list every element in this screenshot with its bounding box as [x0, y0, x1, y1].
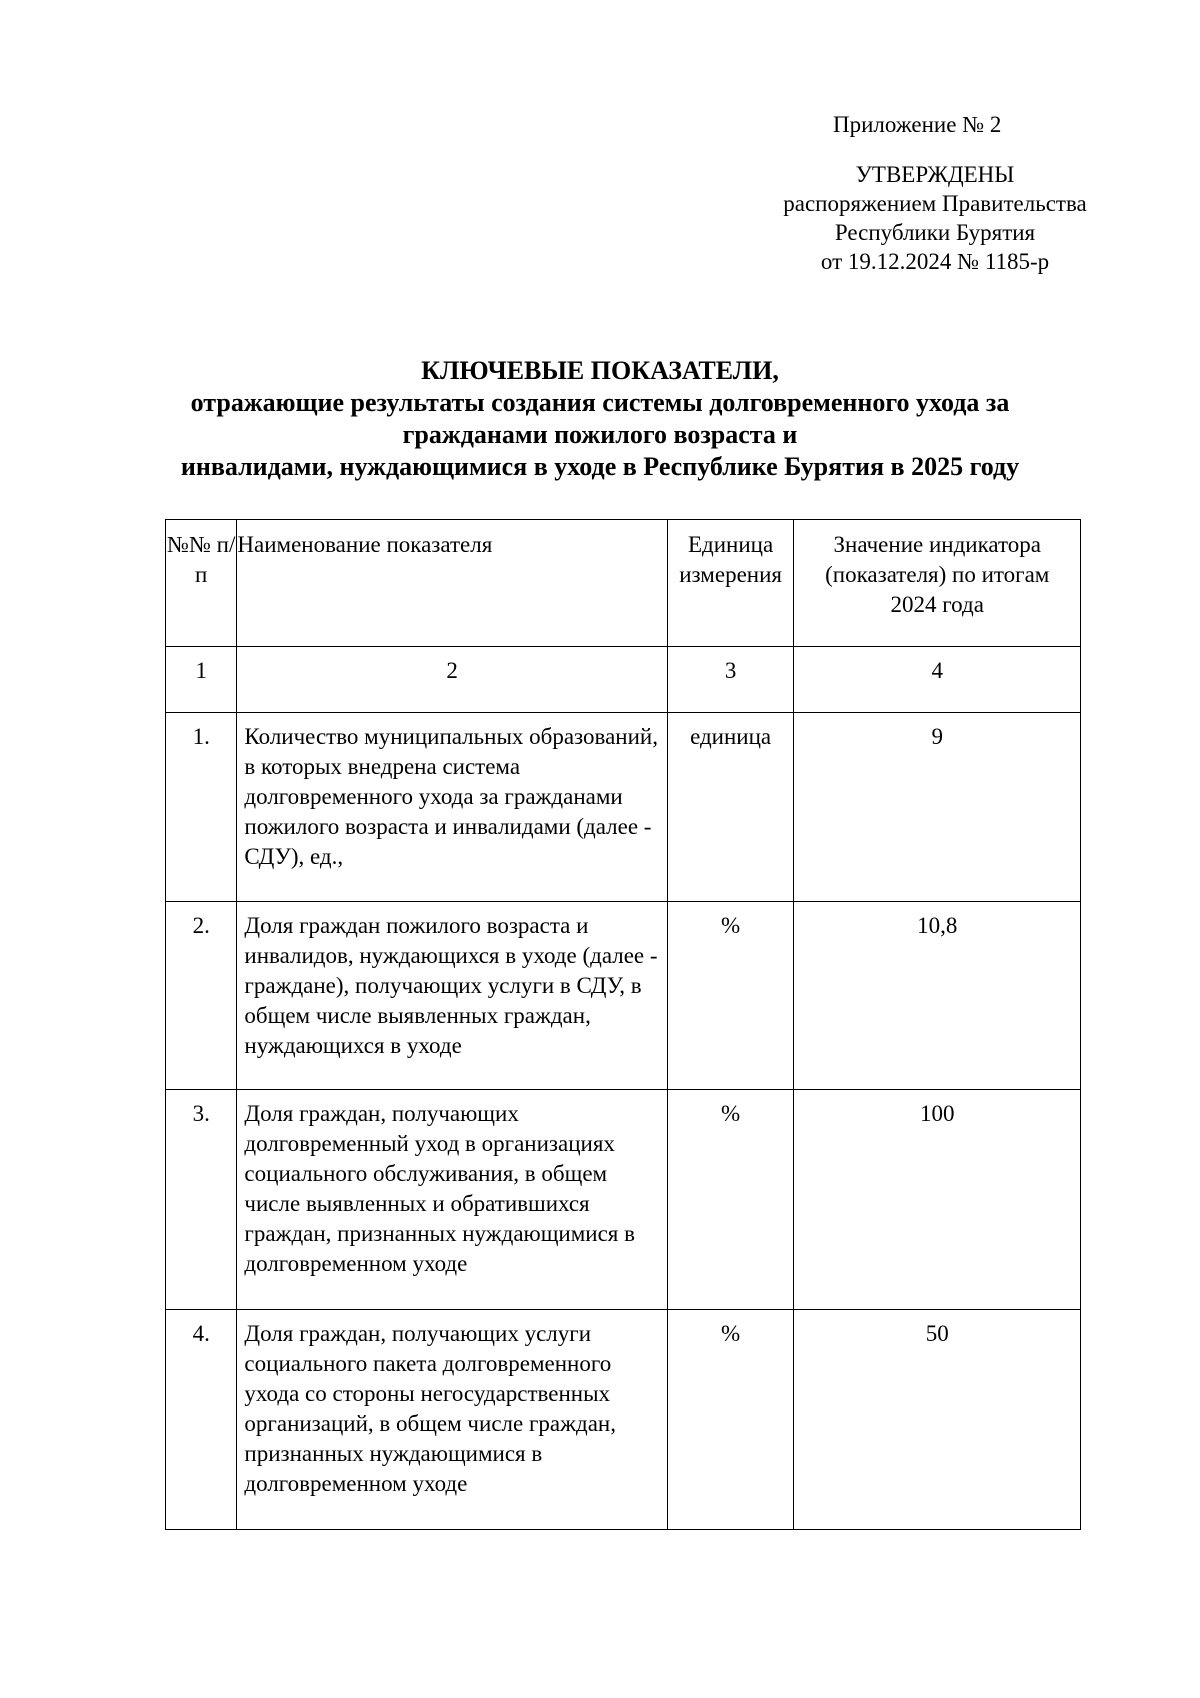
header-name: Наименование показателя [237, 520, 667, 647]
indicators-table [165, 519, 1081, 1530]
table-row [166, 1310, 1081, 1530]
row-num: 1. [166, 713, 237, 902]
row-value: 9 [794, 713, 1081, 902]
header-value: Значение индикатора (показателя) по итогам 2024 года [794, 520, 1081, 647]
row-unit: % [667, 1310, 794, 1530]
approved-label: УТВЕРЖДЕНЫ [855, 162, 1015, 187]
column-number: 2 [237, 647, 667, 713]
approval-line-1: распоряжением Правительства [783, 191, 1087, 216]
approval-date-number: от 19.12.2024 № 1185-р [820, 249, 1050, 274]
row-value: 50 [794, 1310, 1081, 1530]
row-unit: % [667, 1090, 794, 1310]
approval-block [770, 110, 1100, 276]
header-num: №№ п/п [166, 520, 237, 647]
row-name: Доля граждан, получающих услуги социального пакета долговременного ухода со стороны негосударственных организаций, в общем числе граждан, признанных нуждающимися в долговременном уходе [237, 1310, 667, 1530]
column-numbers-row [166, 647, 1081, 713]
header-unit: Единица измерения [667, 520, 794, 647]
document-title [150, 355, 1050, 483]
row-name: Количество муниципальных образований, в которых внедрена система долговременного ухода за гражданами пожилого возраста и инвалидами (далее - СДУ), ед., [237, 713, 667, 902]
approval-stamp [770, 160, 1100, 276]
row-unit: единица [667, 713, 794, 902]
approval-line-2: Республики Бурятия [834, 220, 1036, 245]
title-line-4: инвалидами, нуждающимися в уходе в Республике Бурятия в 2025 году [180, 452, 1020, 481]
row-num: 3. [166, 1090, 237, 1310]
column-number: 1 [166, 647, 237, 713]
row-value: 100 [794, 1090, 1081, 1310]
column-number: 4 [794, 647, 1081, 713]
title-line-1: КЛЮЧЕВЫЕ ПОКАЗАТЕЛИ, [421, 356, 779, 385]
table-row [166, 1090, 1081, 1310]
title-line-3: гражданами пожилого возраста и [402, 420, 798, 449]
row-num: 2. [166, 902, 237, 1090]
annex-label: Приложение № 2 [833, 112, 1002, 137]
table-header-row [166, 520, 1081, 647]
row-name: Доля граждан, получающих долговременный уход в организациях социального обслуживания, в общем числе выявленных и обратившихся граждан, признанных нуждающимися в долговременном уходе [237, 1090, 667, 1310]
row-name: Доля граждан пожилого возраста и инвалидов, нуждающихся в уходе (далее - граждане), получающих услуги в СДУ, в общем числе выявленных граждан, нуждающихся в уходе [237, 902, 667, 1090]
row-value: 10,8 [794, 902, 1081, 1090]
column-number: 3 [667, 647, 794, 713]
title-line-2: отражающие результаты создания системы долговременного ухода за [190, 388, 1010, 417]
table-row [166, 902, 1081, 1090]
table-row [166, 713, 1081, 902]
row-num: 4. [166, 1310, 237, 1530]
row-unit: % [667, 902, 794, 1090]
